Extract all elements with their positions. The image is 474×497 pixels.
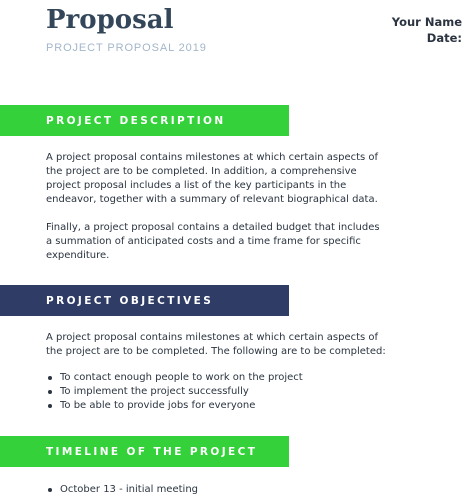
objectives-paragraph: A project proposal contains milestones at which certain aspects of the project are to be completed. The following are to be completed: — [46, 332, 386, 357]
bullet-dot-icon — [48, 376, 52, 380]
list-item — [46, 399, 386, 413]
name-label: Your Name — [391, 15, 462, 29]
section-heading-description: PROJECT DESCRIPTION — [0, 105, 289, 136]
bullet-dot-icon — [48, 390, 52, 394]
bullet-dot-icon — [48, 404, 52, 408]
objectives-list — [46, 371, 386, 413]
section-heading-objectives: PROJECT OBJECTIVES — [0, 285, 289, 316]
list-item — [46, 385, 386, 399]
author-meta — [392, 14, 462, 46]
date-label: Date: — [426, 31, 462, 45]
document-subtitle: PROJECT PROPOSAL 2019 — [46, 42, 207, 54]
list-item-text: To implement the project successfully — [60, 386, 249, 397]
list-item-text: To contact enough people to work on the project — [60, 372, 303, 383]
description-paragraph-2: Finally, a project proposal contains a detailed budget that includes a summation of anticipated costs and a time frame for specific expenditure. — [46, 222, 380, 261]
list-item-text: To be able to provide jobs for everyone — [60, 400, 256, 411]
bullet-dot-icon — [48, 488, 52, 492]
list-item-text: October 13 - initial meeting — [60, 484, 198, 495]
section-heading-timeline: TIMELINE OF THE PROJECT — [0, 436, 289, 467]
document-title: Proposal — [46, 5, 174, 35]
list-item — [46, 371, 386, 385]
description-paragraph-1: A project proposal contains milestones at which certain aspects of the project are to be completed. In addition, a comprehensive project proposal includes a list of the key participants in the endeavor, together with a summary of relevant biographical data. — [46, 152, 379, 205]
